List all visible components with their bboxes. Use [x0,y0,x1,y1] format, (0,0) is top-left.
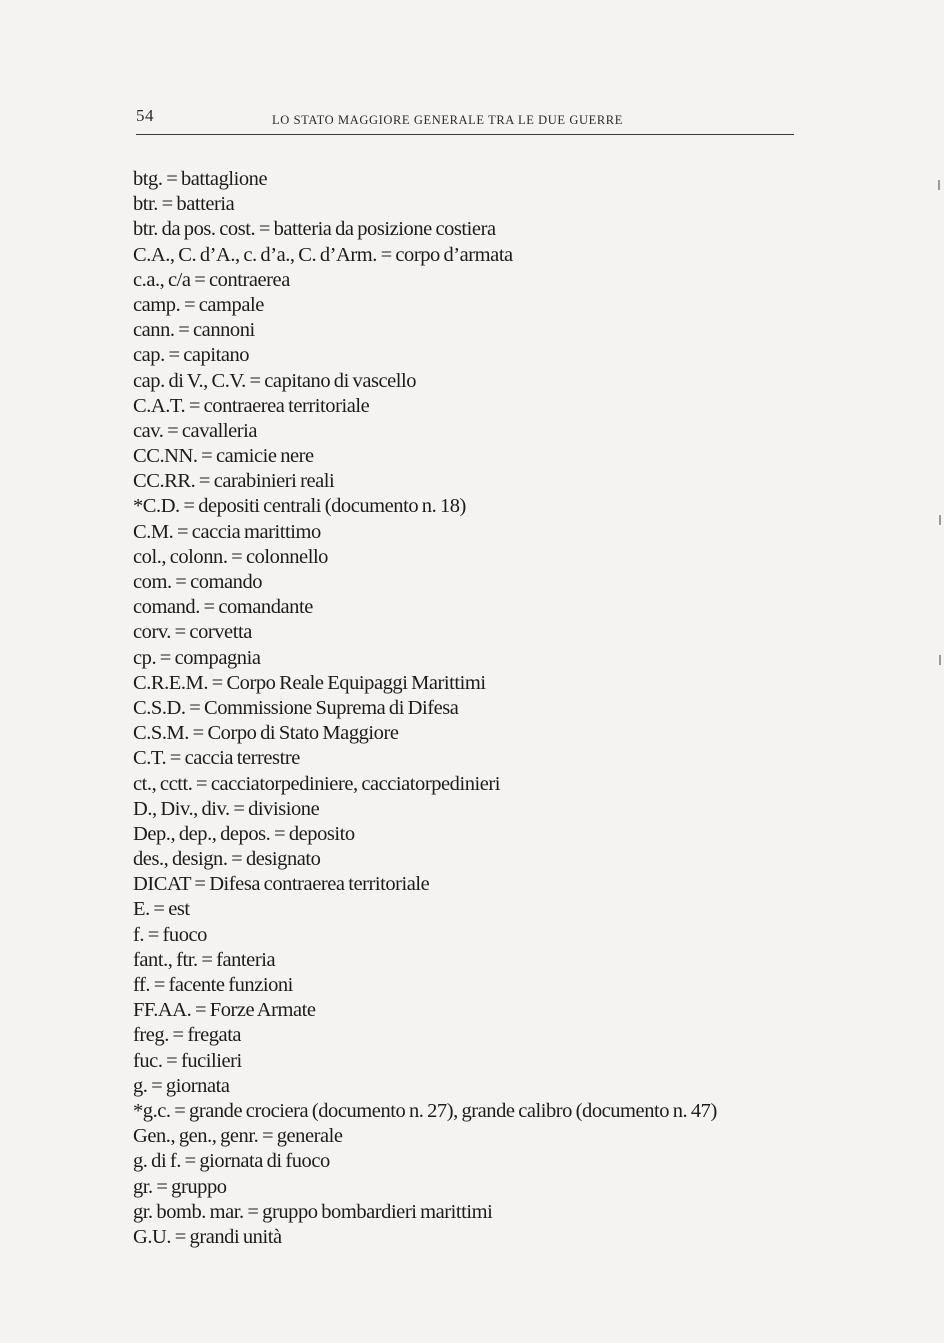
abbreviation-entry: *C.D. = depositi centrali (documento n. 18) [133,495,466,518]
abbreviation-entry: gr. = gruppo [133,1175,227,1198]
abbreviation-entry: cp. = compagnia [133,646,261,669]
abbreviation-entry: corv. = corvetta [133,621,252,644]
abbreviation-entry: E. = est [133,898,190,921]
abbreviation-entry: fuc. = fucilieri [133,1049,242,1072]
abbreviation-list [133,167,813,1250]
abbreviation-entry: btr. = batteria [133,193,235,216]
abbreviation-entry: CC.RR. = carabinieri reali [133,470,335,493]
abbreviation-entry: btr. da pos. cost. = batteria da posizione costiera [133,218,496,241]
abbreviation-entry: *g.c. = grande crociera (documento n. 27), grande calibro (documento n. 47) [133,1099,717,1122]
scan-edge-mark [939,655,941,665]
abbreviation-entry: g. = giornata [133,1074,230,1097]
scan-edge-mark [938,180,940,190]
abbreviation-entry: C.M. = caccia marittimo [133,520,321,543]
abbreviation-entry: cav. = cavalleria [133,419,258,442]
abbreviation-entry: C.R.E.M. = Corpo Reale Equipaggi Marittimi [133,671,486,694]
abbreviation-entry: des., design. = designato [133,848,321,871]
abbreviation-entry: f. = fuoco [133,923,207,946]
abbreviation-entry: CC.NN. = camicie nere [133,445,314,468]
abbreviation-entry: ct., cctt. = cacciatorpediniere, cacciatorpedinieri [133,772,501,795]
abbreviation-entry: cap. = capitano [133,344,250,367]
abbreviation-entry: C.A., C. d’A., c. d’a., C. d’Arm. = corpo d’armata [133,243,513,266]
abbreviation-entry: c.a., c/a = contraerea [133,268,290,291]
abbreviation-entry: FF.AA. = Forze Armate [133,999,316,1022]
abbreviation-entry: g. di f. = giornata di fuoco [133,1150,330,1173]
abbreviation-entry: DICAT = Difesa contraerea territoriale [133,873,430,896]
abbreviation-entry: freg. = fregata [133,1024,242,1047]
abbreviation-entry: fant., ftr. = fanteria [133,948,276,971]
abbreviation-entry: btg. = battaglione [133,168,268,190]
abbreviation-entry: C.T. = caccia terrestre [133,747,300,770]
abbreviation-entry: gr. bomb. mar. = gruppo bombardieri marittimi [133,1200,493,1223]
abbreviation-entry: comand. = comandante [133,596,313,619]
abbreviation-entry: D., Div., div. = divisione [133,797,320,820]
abbreviation-entry: cap. di V., C.V. = capitano di vascello [133,369,417,392]
abbreviation-entry: ff. = facente funzioni [133,974,293,996]
abbreviation-entry: camp. = campale [133,293,264,316]
abbreviation-entry: C.S.D. = Commissione Suprema di Difesa [133,696,459,719]
abbreviation-entry: Gen., gen., genr. = generale [133,1125,343,1148]
abbreviation-entry: cann. = cannoni [133,319,255,342]
abbreviation-entry: com. = comando [133,571,263,593]
scan-edge-mark [939,515,941,525]
abbreviation-entry: col., colonn. = colonnello [133,545,328,568]
running-title: LO STATO MAGGIORE GENERALE TRA LE DUE GUERRE [272,113,623,127]
abbreviation-entry: Dep., dep., depos. = deposito [133,822,355,845]
abbreviation-entry: C.A.T. = contraerea territoriale [133,394,370,417]
page-header [136,106,794,135]
abbreviation-entry: G.U. = grandi unità [133,1225,282,1248]
abbreviation-entry: C.S.M. = Corpo di Stato Maggiore [133,722,399,745]
page-number: 54 [136,106,154,125]
